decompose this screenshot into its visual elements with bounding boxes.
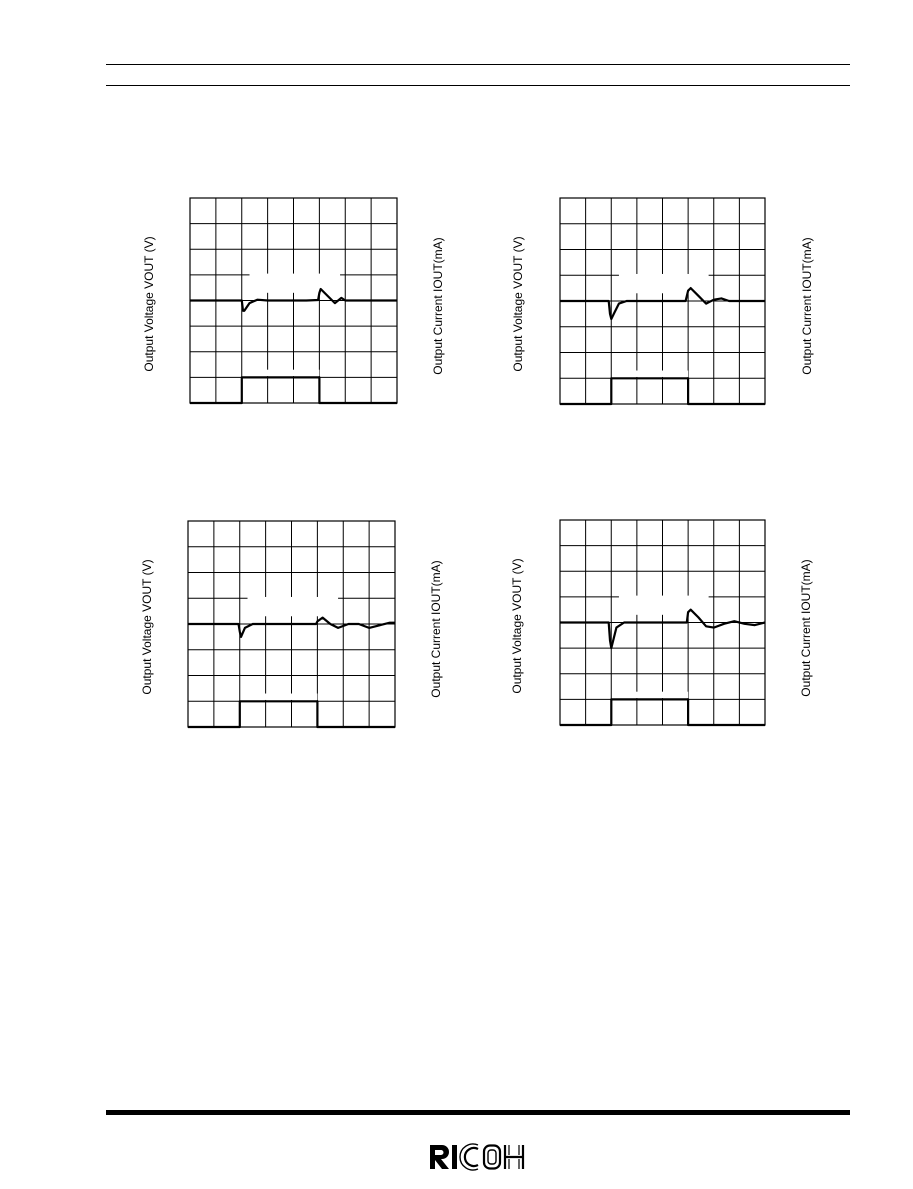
ricoh-logo [428, 1143, 526, 1171]
chart-4-label-mask-2 [627, 692, 689, 698]
chart-1-plot [190, 198, 397, 403]
footer-rule [106, 1110, 850, 1115]
chart-4-ylabel-right: Output Current IOUT(mA) [799, 559, 813, 697]
chart-2-plot [560, 198, 765, 404]
chart-3-plot [188, 521, 395, 727]
chart-2 [560, 198, 765, 404]
chart-3-label-mask [248, 597, 339, 616]
chart-4-ylabel-left: Output Voltage VOUT (V) [510, 558, 524, 694]
chart-3-label-mask-2 [255, 694, 317, 700]
chart-3 [188, 521, 395, 727]
chart-4-plot [560, 520, 765, 725]
chart-1-ylabel-left: Output Voltage VOUT (V) [142, 236, 156, 372]
header-rule-bottom [106, 85, 850, 86]
chart-3-ylabel-right: Output Current IOUT(mA) [429, 560, 443, 698]
chart-1 [190, 198, 397, 403]
chart-2-ylabel-left: Output Voltage VOUT (V) [511, 236, 525, 372]
header-rule-top [106, 64, 850, 65]
chart-1-label-mask-2 [257, 370, 319, 376]
chart-4-label-mask [619, 596, 709, 615]
chart-2-label-mask [619, 274, 709, 293]
chart-1-label-mask [250, 274, 341, 293]
chart-1-ylabel-right: Output Current IOUT(mA) [431, 237, 445, 375]
chart-3-ylabel-left: Output Voltage VOUT (V) [140, 559, 154, 695]
chart-4 [560, 520, 765, 725]
chart-2-ylabel-right: Output Current IOUT(mA) [800, 237, 814, 375]
chart-2-label-mask-2 [627, 371, 689, 377]
